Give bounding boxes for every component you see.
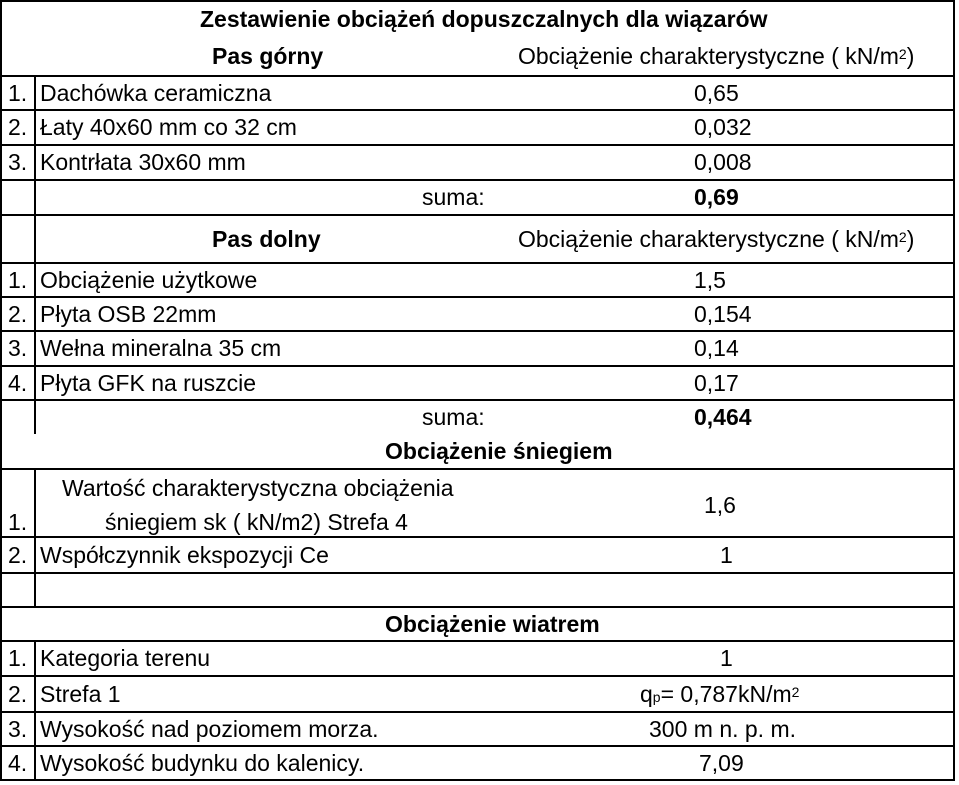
table-row	[0, 365, 955, 399]
table-row	[0, 330, 955, 365]
lower-value-heading-end: )	[906, 225, 915, 252]
divider	[34, 146, 36, 179]
divider	[34, 574, 36, 606]
row-value: 0,032	[694, 114, 752, 140]
row-value: 1,5	[694, 266, 726, 293]
table-row	[0, 262, 955, 296]
divider	[34, 538, 36, 572]
row-num: 1.	[8, 508, 28, 535]
lower-value-heading	[518, 216, 914, 262]
table-row	[0, 109, 955, 144]
row-label: Współczynnik ekspozycji Ce	[40, 541, 329, 568]
qp-symbol: q	[640, 680, 653, 707]
row-value	[640, 677, 799, 711]
qp-subscript: p	[652, 689, 661, 705]
row-num: 4.	[8, 369, 28, 396]
upper-heading: Pas górny	[212, 42, 324, 69]
row-label: Wełna mineralna 35 cm	[40, 335, 282, 361]
snow-heading: Obciążenie śniegiem	[385, 437, 613, 464]
row-value: 0,17	[694, 369, 739, 396]
divider	[34, 677, 36, 711]
row-value: 0,65	[694, 79, 739, 106]
sum-value: 0,69	[694, 184, 739, 210]
table-row	[0, 75, 955, 109]
row-label: Wysokość budynku do kalenicy.	[40, 749, 365, 776]
row-num: 2.	[8, 300, 28, 327]
row-label-line1: Wartość charakterystyczna obciążenia	[62, 474, 454, 501]
table-row	[0, 711, 955, 745]
table-row	[0, 144, 955, 179]
row-num: 2.	[8, 541, 28, 568]
sum-value: 0,464	[694, 404, 752, 430]
divider	[34, 181, 36, 214]
divider	[34, 264, 36, 296]
row-value: 1	[720, 541, 733, 568]
row-num: 1.	[8, 645, 28, 671]
row-num: 3.	[8, 335, 28, 361]
divider	[34, 401, 36, 434]
upper-value-heading	[518, 37, 914, 75]
divider	[34, 713, 36, 745]
table-row	[0, 468, 955, 536]
table-row	[0, 536, 955, 572]
lower-sum-row	[0, 399, 955, 434]
divider	[34, 642, 36, 675]
divider	[34, 470, 36, 536]
row-num: 4.	[8, 749, 28, 776]
upper-value-heading-text: Obciążenie charakterystyczne ( kN/m	[518, 42, 899, 69]
table-row	[0, 745, 955, 781]
row-value: 1,6	[704, 491, 736, 518]
wind-header-row	[0, 606, 955, 640]
divider	[34, 77, 36, 109]
row-num: 3.	[8, 715, 28, 742]
row-value: 1	[720, 645, 733, 671]
row-label: Łaty 40x60 mm co 32 cm	[40, 114, 297, 140]
divider	[34, 216, 36, 262]
divider	[34, 332, 36, 365]
table-row	[0, 640, 955, 675]
row-label: Dachówka ceramiczna	[40, 79, 272, 106]
row-value: 0,154	[694, 300, 752, 327]
title-row	[0, 0, 955, 37]
row-label: Kontrłata 30x60 mm	[40, 149, 246, 175]
row-num: 1.	[8, 266, 28, 293]
row-label: Wysokość nad poziomem morza.	[40, 715, 379, 742]
row-label: Płyta OSB 22mm	[40, 300, 217, 327]
qp-value: = 0,787kN/m	[660, 680, 792, 707]
row-num: 1.	[8, 79, 28, 106]
row-value: 0,008	[694, 149, 752, 175]
row-value: 7,09	[699, 749, 744, 776]
upper-header-row	[0, 37, 955, 75]
lower-header-row	[0, 214, 955, 262]
wind-heading: Obciążenie wiatrem	[385, 610, 600, 637]
row-num: 3.	[8, 149, 28, 175]
divider	[34, 298, 36, 330]
divider	[34, 747, 36, 779]
row-label: Kategoria terenu	[40, 645, 211, 671]
upper-value-heading-end: )	[906, 42, 915, 69]
lower-heading: Pas dolny	[212, 225, 321, 252]
row-value: 0,14	[694, 335, 739, 361]
upper-value-heading-sup: 2	[898, 46, 907, 62]
sum-label: suma:	[422, 404, 485, 430]
sum-label: suma:	[422, 184, 485, 210]
row-label: Obciążenie użytkowe	[40, 266, 258, 293]
qp-unit-sup: 2	[791, 684, 800, 700]
divider	[34, 367, 36, 399]
snow-header-row	[0, 434, 955, 468]
row-num: 2.	[8, 114, 28, 140]
spacer-row	[0, 572, 955, 606]
row-label-line2: śniegiem sk ( kN/m2) Strefa 4	[105, 508, 408, 535]
lower-value-heading-text: Obciążenie charakterystyczne ( kN/m	[518, 225, 899, 252]
row-num: 2.	[8, 680, 28, 707]
table-row	[0, 296, 955, 330]
row-label: Strefa 1	[40, 680, 121, 707]
row-label: Płyta GFK na ruszcie	[40, 369, 257, 396]
table-title: Zestawienie obciążeń dopuszczalnych dla wiązarów	[200, 6, 768, 32]
table-row	[0, 675, 955, 711]
upper-sum-row	[0, 179, 955, 214]
lower-value-heading-sup: 2	[898, 229, 907, 245]
divider	[34, 111, 36, 144]
row-value: 300 m n. p. m.	[649, 715, 797, 742]
